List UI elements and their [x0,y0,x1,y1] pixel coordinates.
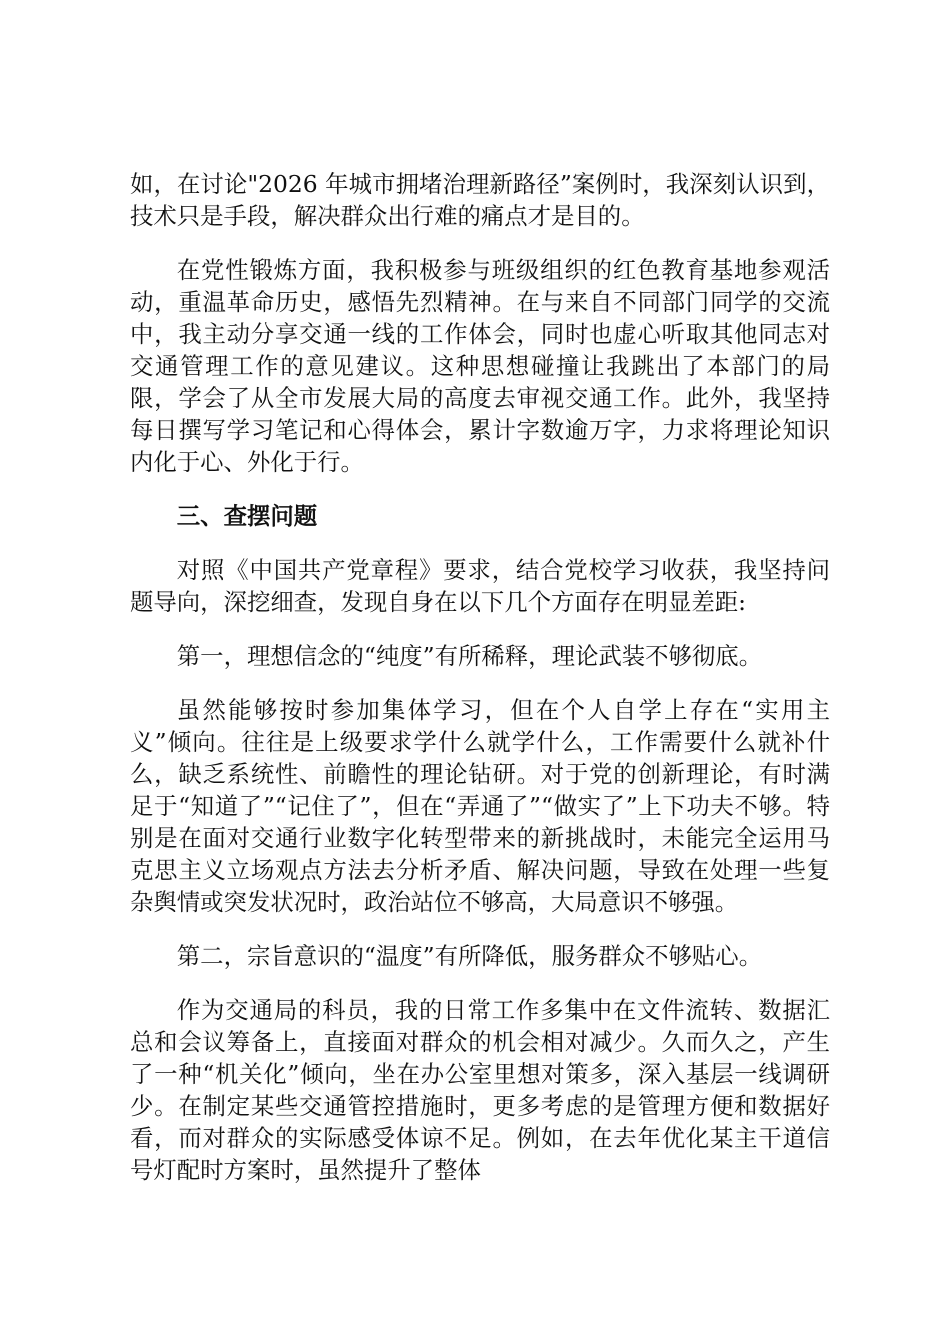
paragraph-2: 在党性锻炼方面，我积极参与班级组织的红色教育基地参观活动，重温革命历史，感悟先烈精神。在与来自不同部门同学的交流中，我主动分享交通一线的工作体会，同时也虚心听取其他同志对交通管理工作的意见建议。这种思想碰撞让我跳出了本部门的局限，学会了从全市发展大局的高度去审视交通工作。此外，我坚持每日撰写学习笔记和心得体会，累计字数逾万字，力求将理论知识内化于心、外化于行。 [130,256,830,476]
paragraph-6: 第二，宗旨意识的“温度”有所降低，服务群众不够贴心。 [176,942,763,970]
paragraph-1: 如，在讨论"2026 年城市拥堵治理新路径”案例时，我深刻认识到，技术只是手段，解决群众出行难的痛点才是目的。 [130,170,830,230]
paragraph-4: 第一，理想信念的“纯度”有所稀释，理论武装不够彻底。 [176,642,763,670]
paragraph-3: 对照《中国共产党章程》要求，结合党校学习收获，我坚持问题导向，深挖细查，发现自身在以下几个方面存在明显差距: [130,556,830,616]
section-heading: 三、查摆问题 [176,502,318,530]
paragraph-5: 虽然能够按时参加集体学习，但在个人自学上存在“实用主义”倾向。往往是上级要求学什么就学什么，工作需要什么就补什么，缺乏系统性、前瞻性的理论钻研。对于党的创新理论，有时满足于“知道了”“记住了”，但在“弄通了”“做实了”上下功夫不够。特别是在面对交通行业数字化转型带来的新挑战时，未能完全运用马克思主义立场观点方法去分析矛盾、解决问题，导致在处理一些复杂舆情或突发状况时，政治站位不够高，大局意识不够强。 [130,696,830,916]
document-body [130,168,830,1208]
paragraph-7: 作为交通局的科员，我的日常工作多集中在文件流转、数据汇总和会议筹备上，直接面对群众的机会相对减少。久而久之，产生了一种“机关化”倾向，坐在办公室里想对策多，深入基层一线调研少。在制定某些交通管控措施时，更多考虑的是管理方便和数据好看，而对群众的实际感受体谅不足。例如，在去年优化某主干道信号灯配时方案时，虽然提升了整体 [130,996,830,1184]
